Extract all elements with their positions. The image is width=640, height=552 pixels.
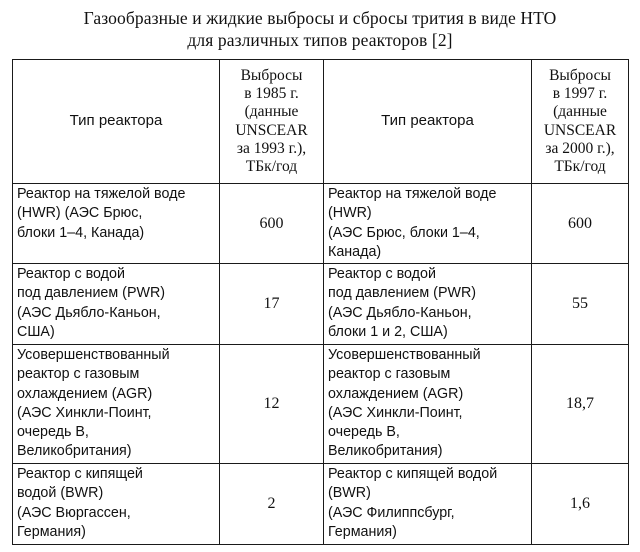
header-emissions-1985-line: Выбросы — [240, 66, 303, 84]
reactor-type-line-part: Реактор с — [17, 466, 82, 482]
reactor-type-line: Великобритания) — [328, 443, 443, 460]
reactor-type-line: Германия) — [328, 523, 397, 540]
reactor-type-cell — [324, 184, 532, 264]
reactor-type-line: под давлением (PWR) — [17, 285, 166, 302]
table-title — [0, 7, 640, 51]
header-emissions-1997-line: ТБк/год — [554, 157, 606, 175]
reactor-type-line: реактор с газовым — [17, 366, 140, 383]
reactor-type-line: (АЭС Филиппсбург, — [328, 504, 455, 521]
header-emissions-1997-line: за 2000 г.), — [545, 139, 615, 157]
table-row-hwr — [13, 184, 629, 264]
reactor-type-line: блоки 1 и 2, США) — [328, 323, 448, 340]
reactor-type-line: охлаждением (AGR) — [17, 385, 153, 402]
reactor-type-line-part: кипящей — [85, 466, 143, 482]
reactor-type-line: Усовершенствованный — [17, 347, 170, 363]
reactor-type-line — [17, 465, 215, 484]
table-row-pwr — [13, 264, 629, 345]
emissions-1985-value: 12 — [220, 345, 324, 464]
reactor-type-line: США) — [17, 323, 55, 340]
reactor-type-line: Реактор на тяжелой воде — [328, 186, 497, 202]
header-emissions-1985-line: (данные — [244, 103, 299, 121]
table-title-line-1: Газообразные и жидкие выбросы и сбросы трития в виде НТО — [83, 8, 557, 28]
reactor-type-line: (HWR) — [328, 205, 372, 222]
header-emissions-1985-line: в 1985 г. — [244, 85, 299, 103]
reactor-type-cell — [324, 264, 532, 345]
header-emissions-1985-line: за 1993 г.), — [236, 139, 307, 157]
emissions-1985-value: 600 — [220, 184, 324, 264]
header-emissions-1997-line: в 1997 г. — [552, 85, 608, 103]
table-title-line-2: для различных типов реакторов [2] — [187, 30, 453, 50]
reactor-type-cell — [13, 464, 220, 545]
header-emissions-1997 — [532, 60, 629, 184]
reactor-type-line: очередь В, — [17, 424, 89, 441]
emissions-1997-value: 600 — [532, 184, 629, 264]
reactor-type-line: (BWR) — [328, 485, 371, 502]
table-row-bwr — [13, 464, 629, 545]
reactor-type-cell — [324, 345, 532, 464]
reactor-type-line: (HWR) (АЭС Брюс, — [17, 205, 143, 222]
reactor-type-cell — [13, 345, 220, 464]
reactor-type-line: блоки 1–4, Канада) — [17, 224, 145, 241]
header-emissions-1985 — [220, 60, 324, 184]
reactor-type-line: (АЭС Хинкли-Поинт, — [17, 404, 152, 421]
emissions-1985-value: 2 — [220, 464, 324, 545]
reactor-type-line: Реактор с водой — [328, 266, 436, 282]
reactor-type-line: Канада) — [328, 243, 382, 260]
header-emissions-1985-line: UNSCEAR — [235, 121, 308, 139]
header-emissions-1997-line: (данные — [553, 103, 607, 121]
reactor-type-line: (АЭС Вюргассен, — [17, 504, 131, 521]
emissions-1985-value: 17 — [220, 264, 324, 345]
header-type-right: Тип реактора — [324, 60, 532, 184]
table-row-agr — [13, 345, 629, 464]
reactor-type-line: водой (BWR) — [17, 485, 104, 502]
reactor-type-cell — [324, 464, 532, 545]
header-emissions-1985-line: ТБк/год — [245, 157, 298, 175]
reactor-type-line: Германия) — [17, 523, 86, 540]
reactor-type-line: (АЭС Хинкли-Поинт, — [328, 404, 463, 421]
reactor-type-line: Великобритания) — [17, 443, 132, 460]
reactor-type-line: реактор с газовым — [328, 366, 451, 383]
reactor-type-line: (АЭС Дьябло-Каньон, — [328, 304, 472, 321]
reactor-type-line: под давлением (PWR) — [328, 285, 477, 302]
emissions-1997-value: 1,6 — [532, 464, 629, 545]
reactor-type-line: Реактор с водой — [17, 266, 125, 282]
reactor-type-line: Реактор на тяжелой воде — [17, 186, 186, 202]
emissions-1997-value: 55 — [532, 264, 629, 345]
reactor-type-line: Реактор с кипящей водой — [328, 466, 498, 482]
tritium-emissions-table — [12, 59, 629, 545]
reactor-type-line: (АЭС Дьябло-Каньон, — [17, 304, 161, 321]
reactor-type-line: Усовершенствованный — [328, 347, 481, 363]
emissions-1997-value: 18,7 — [532, 345, 629, 464]
table-header-row — [13, 60, 629, 184]
reactor-type-line: охлаждением (AGR) — [328, 385, 464, 402]
reactor-type-line: очередь В, — [328, 424, 400, 441]
header-emissions-1997-line: UNSCEAR — [543, 121, 617, 139]
reactor-type-line: (АЭС Брюс, блоки 1–4, — [328, 224, 480, 241]
header-emissions-1997-line: Выбросы — [549, 66, 611, 84]
reactor-type-cell — [13, 264, 220, 345]
reactor-type-cell — [13, 184, 220, 264]
header-type-left: Тип реактора — [13, 60, 220, 184]
